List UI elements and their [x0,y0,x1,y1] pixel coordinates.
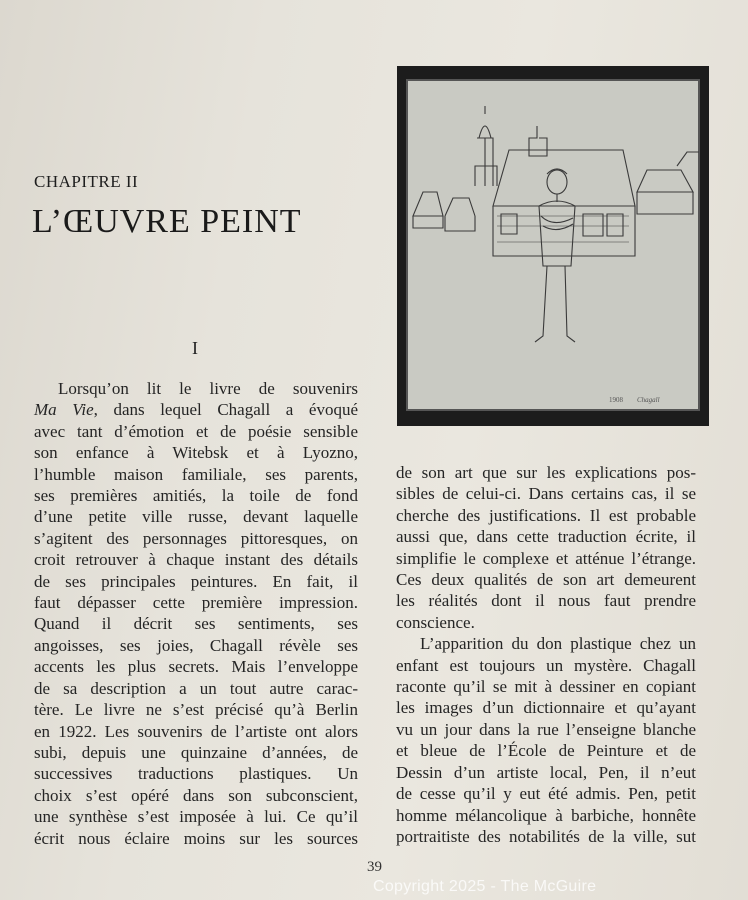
book-title: Ma Vie [34,400,94,420]
text-line: les images d’un dictionnaire et qu’ayant [396,698,696,718]
section-number: I [192,338,198,358]
text-line: et bleue de l’École de Peinture et de [396,741,696,761]
text-line: simplifie le complexe et atténue l’étrange. [396,548,696,568]
text-line: de cesse qu’il y eut été admis. Pen, petit [396,784,696,804]
text-line: conscience. [396,612,475,632]
drawing-date: 1908 [609,396,623,404]
text-line: l’humble maison familiale, ses parents, [34,464,358,484]
text-line: avec tant d’émotion et de poésie sensible [34,421,358,441]
text-line: les réalités dont il nous faut prendre [396,591,696,611]
text-line: homme mélancolique à barbiche, honnête [396,805,696,825]
text-line: tère. Le livre ne s’est précisé qu’à Berlin [34,700,358,720]
text-line: de sa description a un tout autre carac- [34,678,358,698]
text-line: d’une petite ville russe, devant laquelle [34,507,358,527]
drawing-signature: Chagall [637,396,660,404]
text-line: Ma Vie, dans lequel Chagall a évoqué [34,400,358,420]
text-line: Dessin d’un artiste local, Pen, il n’eut [396,762,696,782]
text-line: angoisses, ses joies, Chagall révèle ses [34,635,358,655]
text-line: faut dépasser cette première impression. [34,593,358,613]
text-line: écrit nous éclaire moins sur les sources [34,828,358,848]
chapter-label: CHAPITRE II [34,172,139,191]
text-line: sibles de celui-ci. Dans certains cas, il se [396,484,696,504]
drawing-illustration [397,66,709,426]
text-line: accents les plus secrets. Mais l’enveloppe [34,657,358,677]
text-line: son enfance à Witebsk et à Lyozno, [34,443,358,463]
text-line: enfant est toujours un mystère. Chagall [396,655,696,675]
text-line: L’apparition du don plastique chez un [420,634,696,654]
text-line: subi, depuis une quinzaine d’années, de [34,742,358,762]
text-line: cherche des justifications. Il est probable [396,505,696,525]
chapter-title: L’ŒUVRE PEINT [32,203,302,240]
text-line: portraitiste des notabilités de la ville, sut [396,826,696,846]
text-line: de son art que sur les explications pos- [396,463,696,482]
text-line: choix s’est opéré dans son subconscient, [34,785,358,805]
text-line: successives traductions plastiques. Un [34,764,358,784]
text-line: vu un jour dans la rue l’enseigne blanche [396,719,696,739]
text-line: raconte qu’il se mit à dessiner en copiant [396,677,696,697]
text-line: aussi que, dans cette traduction écrite, il [396,527,696,547]
text-line: Lorsqu’on lit le livre de souvenirs [58,379,358,398]
chagall-drawing-figure [397,66,709,426]
copyright-watermark: Copyright 2025 - The McGuire [373,878,597,895]
text-line: une synthèse s’est imposée à lui. Ce qu’il [34,807,358,827]
right-text-column [396,462,696,847]
left-text-column [34,378,358,849]
text-line: Quand il décrit ses sentiments, ses [34,614,358,634]
text-line: croit retrouver à chaque instant des détails [34,550,358,570]
page-number: 39 [367,859,382,875]
text-line: de ses principales peintures. En fait, il [34,571,358,591]
text-line: s’agitent des personnages pittoresques, on [34,528,358,548]
text-line: Ces deux qualités de son art demeurent [396,570,696,590]
text-line: en 1922. Les souvenirs de l’artiste ont alors [34,721,358,741]
text-line: ses premières amitiés, la toile de fond [34,486,358,506]
